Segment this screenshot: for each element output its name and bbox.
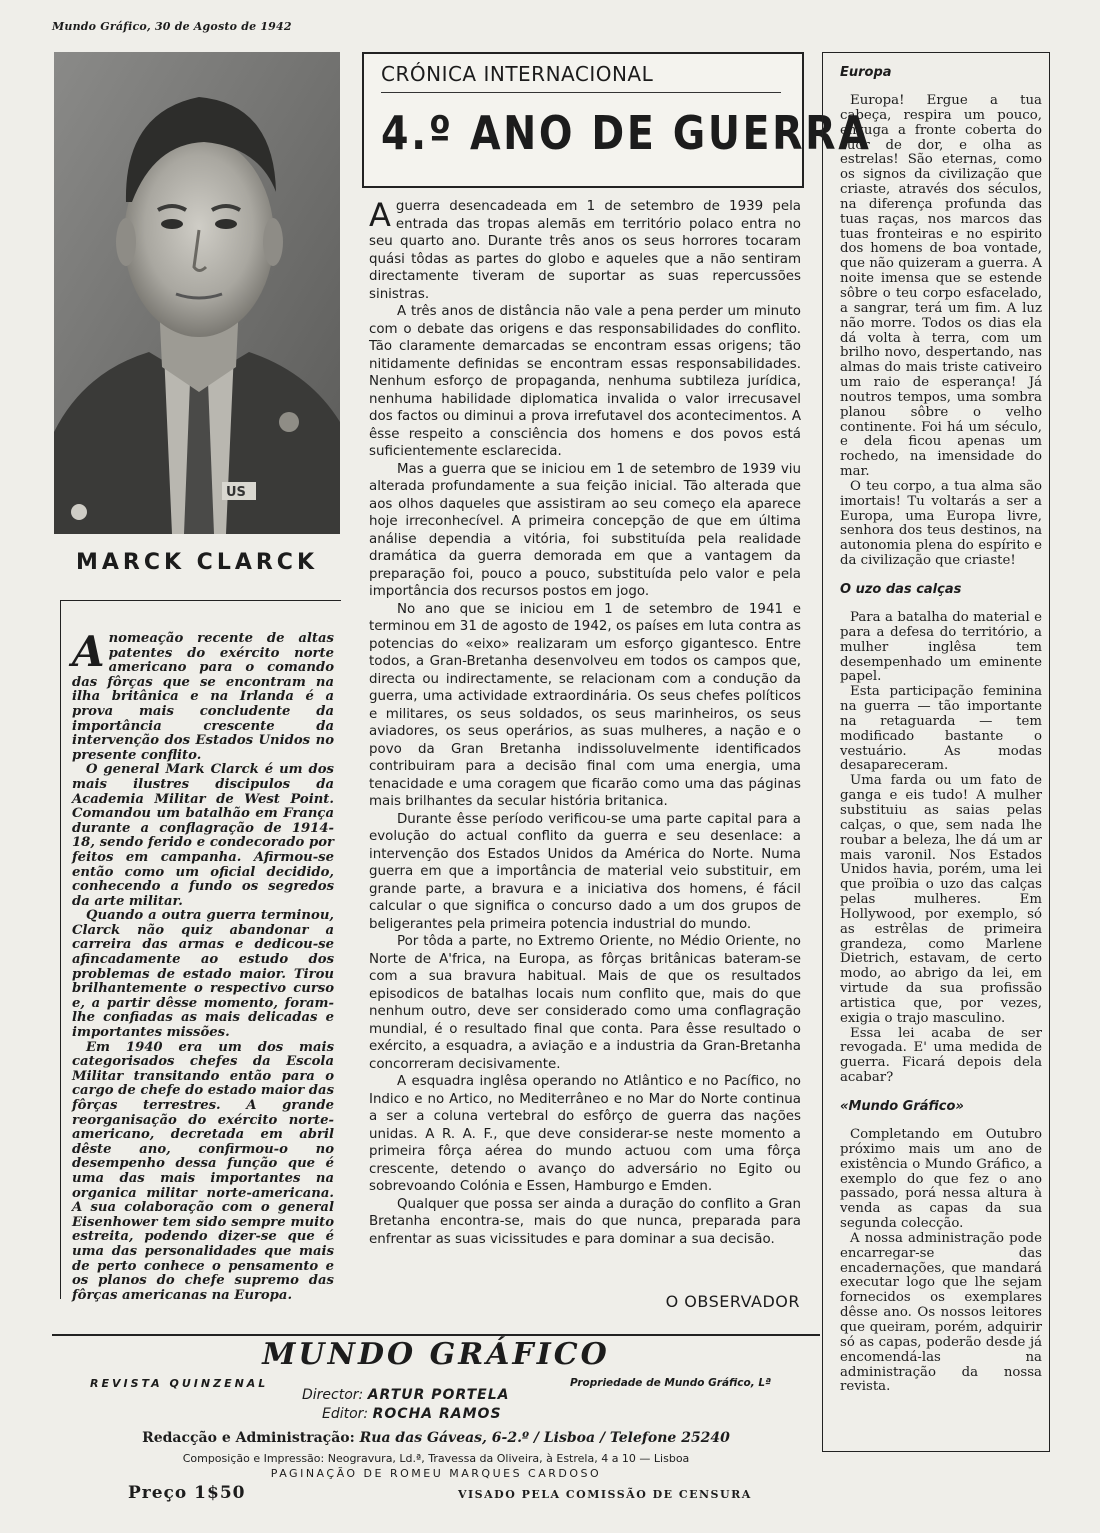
photo-caption: MARCK CLARCK [75,550,319,575]
article-paragraph: No ano que se iniciou em 1 de setembro de 1941 e terminou em 31 de agosto de 1942, os países em luta contra as potencias do «eixo» realizaram um esforço gigantesco. Entre todos, a Gran-Bretanha desenvolveu em todos os campos que, directa ou indirectamente, se relacionam com a condução da guerra, uma actividade extraordinária. Os seus chefes políticos e militares, os seus soldados, os seus marinheiros, os seus aviadores, os seus operários, as suas mulheres, a nação e o povo da Gran Bretanha indissoluvelmente identificados contribuiram para a decisão final com uma energia, uma tenacidade e uma coragem que ficarão como uma das páginas mais brilhantes da secular história britanica. [369,601,801,809]
masthead-property: Propriedade de Mundo Gráfico, Lª [570,1377,771,1389]
sidebar-paragraph: Essa lei acaba de ser revogada. E' uma medida de guerra. Ficará depois dela acabar? [840,1025,1042,1086]
sidebar-paragraph: Europa! Ergue a tua cabeça, respira um pouco, enxuga a fronte coberta do suor de dor, e olha as estrelas! São eternas, como os signos da civilização que criaste, através dos séculos, na diferença profunda das tuas raças, nos marcos das tuas fronteiras e no espirito dos homens de boa vontade, que não quizeram a guerra. A noite imensa que se estende sôbre o teu corpo esfacelado, a sangrar, terá um fim. A luz não morre. Todos os dias ela dá volta à terra, com um brilho novo, despertando, nas almas do mais triste cativeiro um raio de esperança! Já noutros tempos, uma sombra planou sôbre o velho continente. Foi há um século, e dela ficou apenas um rochedo, na imensidade do mar. [840,93,1042,480]
masthead-pagination: PAGINAÇÃO DE ROMEU MARQUES CARDOSO [270,1467,602,1480]
sidebar-paragraph: Esta participação feminina na guerra — tão importante na retaguarda — tem modificado bastante o vestuário. As modas desapareceram. [840,684,1042,774]
masthead-title: MUNDO GRÁFICO [262,1337,610,1372]
article-signature: O OBSERVADOR [665,1292,800,1311]
sidebar-heading-europa: Europa [840,65,892,80]
sidebar-paragraph: Uma farda ou um fato de ganga e eis tudo! A mulher substituiu as saias pelas calças, o que, sem nada lhe roubar a beleza, lhe dá um ar mais varonil. Nos Estados Unidos havia, porém, uma lei que proïbia o uzo das calças pelas mulheres. Em Hollywood, por exemplo, só as estrêlas de primeira grandeza, como Marlene Dietrich, estavam, de certo modo, ao abrigo da lei, em virtude da sua profissão artistica que, por vezes, exigia o trajo masculino. [840,773,1042,1026]
article-paragraph: Qualquer que possa ser ainda a duração do conflito a Gran Bretanha encontra-se, mais do que nunca, preparada para enfrentar as suas vicissitudes e para dominar a sua decisão. [369,1196,801,1247]
sidebar-paragraph: Para a batalha do material e para a defesa do território, a mulher inglêsa tem desempenhado um eminente papel. [840,610,1042,685]
masthead-director: Director: ARTUR PORTELA [302,1387,510,1403]
masthead-price: Preço 1$50 [128,1483,246,1503]
article-paragraph: A esquadra inglêsa operando no Atlântico e no Pacífico, no Indico e no Artico, no Mediterrâneo e no Mar do Norte continua a ser a coluna vertebral do esfôrço de guerra das nações unidas. A R. A. F., que deve considerar-se neste momento a primeira fôrça aérea do mundo actuou com uma fôrça crescente, detendo o avanço do adversário no Egito ou sobrevoando Colónia e Essen, Hamburgo e Emden. [369,1074,801,1194]
masthead-subtitle: REVISTA QUINZENAL [90,1377,269,1390]
article-paragraph: A três anos de distância não vale a pena perder um minuto com o debate das origens e das responsabilidades do conflito. Tão claramente demarcadas se encontram essas origens; tão nitidamente definidas se encontram essas responsabilidades. Nenhum esforço de propaganda, nenhuma subtileza jurídica, nenhuma habilidade diplomatica invalida o valor irrecusavel dos factos ou diminui a prova irrefutavel dos acontecimentos. A êsse respeito a consciência dos homens e dos povos está suficientemente esclarecida. [369,304,801,459]
sidebar [840,64,1042,1395]
kicker-rule [381,92,781,93]
page-header: Mundo Gráfico, 30 de Agosto de 1942 [52,20,292,33]
general-portrait-image [54,52,340,534]
headline: 4.º ANO DE GUERRA [381,106,872,160]
sidebar-paragraph: A nossa administração pode encarregar-se das encadernações, que mandará executar logo que lhe sejam fornecidos os exemplares dêsse ano. Os nossos leitores que queiram, porém, adquirir só as capas, poderão desde já encomendá-las na administração da nossa revista. [840,1230,1042,1395]
bio-drop-cap: A [72,627,105,676]
article-drop-cap: A [369,196,391,234]
svg-text:US: US [226,485,246,500]
masthead-composition: Composição e Impressão: Neogravura, Ld.ª, Travessa da Oliveira, à Estrela, 4 a 10 — Lisboa [182,1452,690,1465]
masthead-editor: Editor: ROCHA RAMOS [322,1406,502,1422]
bio-paragraph: Quando a outra guerra terminou, Clarck não quiz abandonar a carreira das armas e dedicou-se afincadamente ao estudo dos problemas de estado maior. Tirou brilhantemente o respectivo curso e, a partir dêsse momento, foram-lhe confiadas as mais delicadas e importantes missões. [72,908,334,1041]
masthead-address: Redacção e Administração: Rua das Gáveas, 6-2.º / Lisboa / Telefone 25240 [142,1430,730,1446]
article-paragraph: Mas a guerra que se iniciou em 1 de setembro de 1939 viu alterada profundamente a sua feição inicial. Tão alterada que aos olhos daqueles que assistiram ao seu começo ela aparece hoje irreconhecível. A primeira concepção de que em última análise dependia a vitória, foi substituída pela realidade dramática da guerra demorada em que a vantagem da preparação foi, pouco a pouco, substituída pelo valor e pela importância dos recursos postos em jogo. [369,461,801,599]
sidebar-paragraph: Completando em Outubro próximo mais um ano de existência o Mundo Gráfico, a exemplo do que fez o ano passado, porá nessa altura à venda as capas da sua segunda colecção. [840,1127,1042,1232]
bio-text [72,627,334,1303]
sidebar-heading-calcas: O uzo das calças [840,582,962,597]
bio-paragraph: Anomeação recente de altas patentes do exército norte americano para o comando das fôrças que se encontram na ilha britânica e na Irlanda é a prova mais concludente da importância crescente da intervenção dos Estados Unidos no presente conflito. [72,627,334,763]
bio-paragraph: O general Mark Clarck é um dos mais ilustres discipulos da Academia Militar de West Point. Comandou um batalhão em França durante a conflagração de 1914-18, sendo ferido e condecorado por feitos em campanha. Afirmou-se então como um oficial decidido, conhecendo a fundo os segredos da arte militar. [72,762,334,909]
section-kicker: CRÓNICA INTERNACIONAL [381,62,654,86]
bio-paragraph: Em 1940 era um dos mais categorisados chefes da Escola Militar transitando então para o cargo de chefe do estado maior das fôrças terrestres. A grande reorganisação do exército norte-americano, decretada em abril dêste ano, confirmou-o no desempenho dessa função que é uma das mais importantes na organica militar norte-americana. A sua colaboração com o general Eisenhower tem sido sempre muito estreita, podendo dizer-se que é uma das personalidades que mais de perto conhece o pensamento e os planos do chefe supremo das fôrças americanas na Europa. [72,1039,334,1303]
article-body [369,198,801,1248]
sidebar-paragraph: O teu corpo, a tua alma são imortais! Tu voltarás a ser a Europa, uma Europa livre, senhora dos teus destinos, na autonomia plena do espírito e da civilização que criaste! [840,478,1042,569]
article-paragraph: Aguerra desencadeada em 1 de setembro de 1939 pela entrada das tropas alemãs em território polaco entra no seu quarto ano. Durante três anos os seus horrores tocaram quási tôdas as partes do globo e aqueles que a não sentiram directamente tiveram de suportar as suas repercussões sinistras. [369,196,801,302]
masthead-censorship: VISADO PELA COMISSÃO DE CENSURA [458,1488,752,1501]
article-paragraph: Durante êsse período verificou-se uma parte capital para a evolução do actual conflito da guerra e seu desenlace: a intervenção dos Estados Unidos da América do Norte. Numa guerra em que a importância de material veio substituir, em grande parte, a bravura e a iniciativa dos homens, é fácil calcular o que significa o concurso dado a um dos grupos de beligerantes pela primeira potencia industrial do mundo. [369,811,801,932]
portrait-photo [54,52,340,534]
sidebar-heading-mundo-grafico: «Mundo Gráfico» [840,1099,964,1114]
article-paragraph: Por tôda a parte, no Extremo Oriente, no Médio Oriente, no Norte de A'frica, na Europa, as fôrças britânicas bateram-se com a sua bravura habitual. Mais de que os resultados episodicos de batalhas locais num conflito que, mais do que nenhum outro, deve ser considerado como uma conflagração mundial, é o resultado final que conta. Para êsse resultado o exército, a esquadra, a aviação e a industria da Gran-Bretanha concorreram decisivamente. [369,934,801,1072]
